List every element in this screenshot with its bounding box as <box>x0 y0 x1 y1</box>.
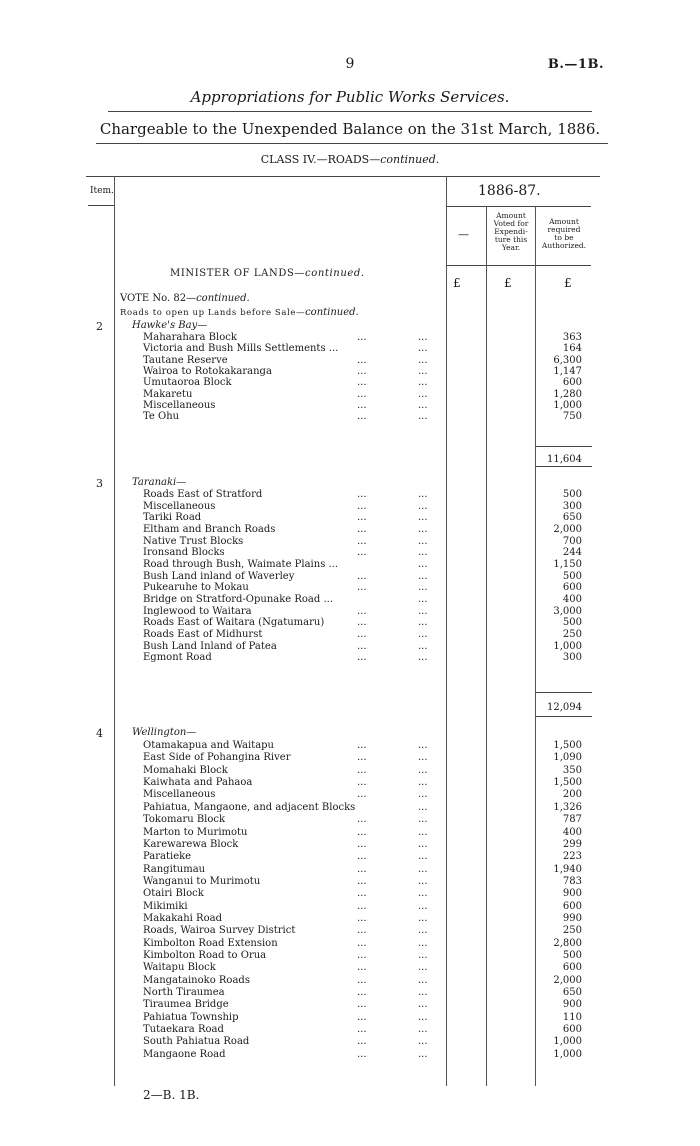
row-label: Tutaekara Road <box>143 1024 224 1035</box>
col2-header <box>487 212 535 252</box>
year-header: 1886-87. <box>478 183 541 199</box>
row-label: Umutaoroa Block <box>143 377 232 389</box>
row-label: Inglewood to Waitara <box>143 605 252 617</box>
leader-dots: ... <box>357 962 367 974</box>
row-label: Pahiatua Township <box>143 1011 239 1023</box>
row-amount: 600 <box>562 582 582 594</box>
row-label: Road through Bush, Waimate Plains ... <box>143 558 339 570</box>
subtotal-rule <box>536 446 592 447</box>
row-amount: 1,000 <box>553 1036 582 1048</box>
row-amount: 400 <box>562 826 582 838</box>
col3-header-line: required <box>547 225 581 234</box>
table-row <box>0 411 700 422</box>
leader-dots: ... <box>357 999 367 1011</box>
leader-dots: ... <box>418 354 428 366</box>
row-label: Roads East of Waitara (Ngatumaru) <box>143 617 325 629</box>
leader-dots: ... <box>357 789 367 801</box>
class-suffix: continued. <box>380 153 440 166</box>
row-label: Tautane Reserve <box>143 354 228 366</box>
table-top-rule <box>86 176 600 177</box>
row-label: Te Ohu <box>143 411 180 423</box>
table-row <box>0 536 700 547</box>
row-amount: 783 <box>562 875 582 887</box>
row-label: Paratieke <box>143 851 192 863</box>
row-amount: 200 <box>562 789 582 801</box>
leader-dots: ... <box>418 999 428 1011</box>
subtotal-rule <box>536 692 592 693</box>
leader-dots: ... <box>418 875 428 887</box>
row-label: Bush Land inland of Waverley <box>143 570 295 582</box>
row-label: Tiraumea Bridge <box>143 999 229 1011</box>
col2-header-line: Expendi- <box>494 227 528 236</box>
leader-dots: ... <box>357 1036 367 1048</box>
leader-dots: ... <box>418 365 428 377</box>
row-label: Egmont Road <box>143 652 212 664</box>
leader-dots: ... <box>418 570 428 582</box>
row-amount: 1,147 <box>553 365 582 377</box>
section-total: 12,094 <box>547 702 582 713</box>
roads-suffix: continued. <box>305 307 359 318</box>
row-label: North Tiraumea <box>143 987 225 998</box>
table-row <box>0 962 700 973</box>
row-label: Pukearuhe to Mokau <box>143 582 249 594</box>
row-label: Miscellaneous <box>143 399 216 411</box>
table-row <box>0 377 700 388</box>
table-row <box>0 975 700 986</box>
leader-dots: ... <box>418 740 428 751</box>
row-amount: 244 <box>562 547 582 559</box>
row-amount: 650 <box>562 987 582 998</box>
row-amount: 500 <box>562 570 582 582</box>
leader-dots: ... <box>357 764 367 776</box>
leader-dots: ... <box>357 628 367 640</box>
roads-prefix: Roads to open up Lands before Sale— <box>120 308 306 318</box>
leader-dots: ... <box>418 343 428 355</box>
leader-dots: ... <box>357 652 367 664</box>
region-heading: Taranaki— <box>132 477 187 488</box>
leader-dots: ... <box>418 617 428 629</box>
leader-dots: ... <box>357 950 367 961</box>
vote-prefix: VOTE No. 82— <box>120 293 197 304</box>
leader-dots: ... <box>418 558 428 570</box>
item-header-rule <box>88 205 114 206</box>
leader-dots: ... <box>357 500 367 512</box>
leader-dots: ... <box>418 628 428 640</box>
leader-dots: ... <box>357 740 367 751</box>
leader-dots: ... <box>357 1024 367 1035</box>
row-amount: 1,150 <box>553 558 582 570</box>
table-row <box>0 752 700 763</box>
table-row <box>0 789 700 800</box>
row-label: Mangaone Road <box>143 1048 226 1060</box>
region-heading: Wellington— <box>132 727 197 738</box>
leader-dots: ... <box>357 377 367 389</box>
row-amount: 363 <box>562 332 582 343</box>
row-amount: 2,000 <box>553 524 582 535</box>
leader-dots: ... <box>418 1011 428 1023</box>
document-reference: B.—1B. <box>547 57 604 72</box>
leader-dots: ... <box>357 411 367 423</box>
row-amount: 400 <box>562 593 582 605</box>
row-label: Bridge on Stratford-Opunake Road ... <box>143 593 334 605</box>
col2-header-line: Amount <box>496 211 526 220</box>
currency-symbol: £ <box>504 276 512 290</box>
leader-dots: ... <box>418 512 428 524</box>
leader-dots: ... <box>418 764 428 776</box>
row-amount: 223 <box>562 851 582 863</box>
leader-dots: ... <box>418 640 428 652</box>
table-row <box>0 389 700 400</box>
table-row <box>0 489 700 500</box>
leader-dots: ... <box>357 365 367 377</box>
leader-dots: ... <box>418 582 428 594</box>
leader-dots: ... <box>418 535 428 547</box>
row-label: Ironsand Blocks <box>143 547 225 559</box>
row-label: Marton to Murimotu <box>143 826 248 838</box>
leader-dots: ... <box>357 332 367 343</box>
leader-dots: ... <box>357 524 367 535</box>
rule-under-title <box>108 111 592 112</box>
leader-dots: ... <box>357 1048 367 1060</box>
leader-dots: ... <box>418 411 428 423</box>
row-amount: 1,940 <box>553 863 582 875</box>
row-amount: 1,000 <box>553 1048 582 1060</box>
chargeable-heading: Chargeable to the Unexpended Balance on the 31st March, 1886. <box>99 120 601 138</box>
row-label: Momahaki Block <box>143 764 228 776</box>
leader-dots: ... <box>357 535 367 547</box>
row-label: Victoria and Bush Mills Settlements ... <box>143 343 339 355</box>
leader-dots: ... <box>418 1036 428 1048</box>
leader-dots: ... <box>357 512 367 524</box>
row-label: East Side of Pohangina River <box>143 752 291 764</box>
leader-dots: ... <box>418 912 428 924</box>
table-row <box>0 501 700 512</box>
table-row <box>0 355 700 366</box>
leader-dots: ... <box>418 1024 428 1035</box>
leader-dots: ... <box>418 547 428 559</box>
item-number: 2 <box>96 320 103 333</box>
row-label: Native Trust Blocks <box>143 535 244 547</box>
leader-dots: ... <box>357 399 367 411</box>
row-label: Maharahara Block <box>143 332 237 343</box>
table-row <box>0 547 700 558</box>
leader-dots: ... <box>418 388 428 400</box>
table-row <box>0 571 700 582</box>
section-total: 11,604 <box>547 454 582 465</box>
row-label: Bush Land Inland of Patea <box>143 640 277 652</box>
col3-header <box>536 218 592 250</box>
row-amount: 300 <box>562 652 582 664</box>
leader-dots: ... <box>357 388 367 400</box>
currency-symbol: £ <box>564 276 572 290</box>
row-amount: 1,326 <box>553 801 582 813</box>
row-amount: 787 <box>562 814 582 826</box>
row-amount: 1,500 <box>553 777 582 788</box>
leader-dots: ... <box>357 582 367 594</box>
table-row <box>0 913 700 924</box>
class-heading <box>0 153 700 166</box>
row-label: Kimbolton Road Extension <box>143 937 278 949</box>
row-amount: 600 <box>562 1024 582 1035</box>
table-row <box>0 652 700 663</box>
ministry-suffix: continued. <box>305 268 365 279</box>
row-label: Wanganui to Murimotu <box>143 875 261 887</box>
leader-dots: ... <box>418 789 428 801</box>
table-row <box>0 876 700 887</box>
leader-dots: ... <box>357 547 367 559</box>
leader-dots: ... <box>357 814 367 826</box>
leader-dots: ... <box>418 937 428 949</box>
row-amount: 110 <box>562 1011 582 1023</box>
leader-dots: ... <box>418 801 428 813</box>
row-label: Kaiwhata and Pahaoa <box>143 777 253 788</box>
row-amount: 250 <box>562 628 582 640</box>
col3-header-line: Amount <box>549 217 579 226</box>
leader-dots: ... <box>418 863 428 875</box>
leader-dots: ... <box>418 377 428 389</box>
leader-dots: ... <box>357 875 367 887</box>
leader-dots: ... <box>418 900 428 912</box>
leader-dots: ... <box>418 652 428 664</box>
col2-header-line: Voted for <box>493 219 529 228</box>
row-label: Rangitumau <box>143 863 206 875</box>
col2-header-line: ture this <box>494 235 528 244</box>
leader-dots: ... <box>418 838 428 850</box>
leader-dots: ... <box>357 489 367 500</box>
table-row <box>0 987 700 998</box>
row-label: Waitapu Block <box>143 962 216 974</box>
leader-dots: ... <box>357 617 367 629</box>
item-number: 4 <box>96 727 103 740</box>
leader-dots: ... <box>357 838 367 850</box>
vote-heading <box>120 293 250 304</box>
table-row <box>0 839 700 850</box>
row-amount: 299 <box>562 838 582 850</box>
col-header-rule <box>446 265 591 266</box>
page-number: 9 <box>345 56 355 72</box>
leader-dots: ... <box>357 851 367 863</box>
leader-dots: ... <box>357 974 367 986</box>
row-label: Miscellaneous <box>143 789 216 801</box>
table-row <box>0 641 700 652</box>
row-label: Roads East of Midhurst <box>143 628 263 640</box>
rule-under-chargeable <box>96 143 608 144</box>
row-label: Kimbolton Road to Orua <box>143 950 267 961</box>
leader-dots: ... <box>418 814 428 826</box>
leader-dots: ... <box>418 974 428 986</box>
row-label: Otairi Block <box>143 888 204 900</box>
row-label: South Pahiatua Road <box>143 1036 250 1048</box>
leader-dots: ... <box>357 354 367 366</box>
class-prefix: CLASS IV.—ROADS— <box>260 153 381 166</box>
table-row <box>0 888 700 899</box>
table-row <box>0 851 700 862</box>
leader-dots: ... <box>418 987 428 998</box>
leader-dots: ... <box>418 925 428 937</box>
table-row <box>0 594 700 605</box>
table-row <box>0 343 700 354</box>
row-amount: 500 <box>562 950 582 961</box>
table-row <box>0 1049 700 1060</box>
vote-suffix: continued. <box>196 293 250 304</box>
table-row <box>0 999 700 1010</box>
leader-dots: ... <box>418 851 428 863</box>
table-row <box>0 901 700 912</box>
leader-dots: ... <box>357 1011 367 1023</box>
leader-dots: ... <box>418 489 428 500</box>
table-row <box>0 950 700 961</box>
col3-header-line: to be <box>554 233 574 242</box>
row-amount: 350 <box>562 764 582 776</box>
row-label: Makaretu <box>143 388 193 400</box>
row-amount: 1,000 <box>553 640 582 652</box>
table-row <box>0 938 700 949</box>
row-amount: 6,300 <box>553 354 582 366</box>
page-title: Appropriations for Public Works Services. <box>190 88 510 106</box>
row-amount: 1,000 <box>553 399 582 411</box>
year-header-rule <box>446 206 591 207</box>
leader-dots: ... <box>357 752 367 764</box>
leader-dots: ... <box>418 777 428 788</box>
leader-dots: ... <box>357 570 367 582</box>
row-amount: 164 <box>562 343 582 355</box>
leader-dots: ... <box>357 826 367 838</box>
row-amount: 700 <box>562 535 582 547</box>
leader-dots: ... <box>418 950 428 961</box>
row-label: Eltham and Branch Roads <box>143 524 276 535</box>
row-amount: 650 <box>562 512 582 524</box>
row-amount: 2,000 <box>553 974 582 986</box>
table-row <box>0 740 700 751</box>
item-number: 3 <box>96 477 103 490</box>
table-row <box>0 400 700 411</box>
leader-dots: ... <box>418 605 428 617</box>
table-row <box>0 1036 700 1047</box>
row-label: Roads, Wairoa Survey District <box>143 925 296 937</box>
leader-dots: ... <box>357 888 367 900</box>
leader-dots: ... <box>418 752 428 764</box>
row-label: Wairoa to Rotokakaranga <box>143 365 272 377</box>
leader-dots: ... <box>418 500 428 512</box>
col1-header: — <box>458 228 469 241</box>
row-amount: 900 <box>562 999 582 1011</box>
table-row <box>0 366 700 377</box>
item-column-header: Item. <box>90 186 114 196</box>
table-row <box>0 925 700 936</box>
table-row <box>0 765 700 776</box>
row-label: Tariki Road <box>143 512 202 524</box>
row-amount: 600 <box>562 962 582 974</box>
leader-dots: ... <box>418 332 428 343</box>
leader-dots: ... <box>418 962 428 974</box>
row-label: Roads East of Stratford <box>143 489 263 500</box>
row-amount: 3,000 <box>553 605 582 617</box>
row-label: Mangatainoko Roads <box>143 974 250 986</box>
table-row <box>0 524 700 535</box>
leader-dots: ... <box>357 863 367 875</box>
row-amount: 1,090 <box>553 752 582 764</box>
ministry-prefix: MINISTER OF LANDS— <box>170 268 306 279</box>
row-label: Makakahi Road <box>143 912 222 924</box>
table-row <box>0 606 700 617</box>
row-label: Karewarewa Block <box>143 838 239 850</box>
row-amount: 1,500 <box>553 740 582 751</box>
col2-header-line: Year. <box>501 243 521 252</box>
subtotal-rule <box>536 466 592 467</box>
region-heading: Hawke's Bay— <box>132 320 208 331</box>
leader-dots: ... <box>357 912 367 924</box>
row-amount: 900 <box>562 888 582 900</box>
leader-dots: ... <box>418 399 428 411</box>
row-label: Miscellaneous <box>143 500 216 512</box>
leader-dots: ... <box>418 1048 428 1060</box>
row-amount: 990 <box>562 912 582 924</box>
table-row <box>0 777 700 788</box>
table-row <box>0 629 700 640</box>
row-amount: 500 <box>562 617 582 629</box>
subtotal-rule <box>536 716 592 717</box>
row-amount: 1,280 <box>553 388 582 400</box>
leader-dots: ... <box>357 777 367 788</box>
row-amount: 500 <box>562 489 582 500</box>
row-amount: 250 <box>562 925 582 937</box>
page-signature: 2—B. 1B. <box>143 1088 200 1102</box>
table-row <box>0 559 700 570</box>
table-row <box>0 1024 700 1035</box>
table-row <box>0 332 700 343</box>
row-amount: 600 <box>562 377 582 389</box>
leader-dots: ... <box>357 925 367 937</box>
row-amount: 600 <box>562 900 582 912</box>
table-row <box>0 512 700 523</box>
table-row <box>0 582 700 593</box>
row-amount: 750 <box>562 411 582 423</box>
row-label: Pahiatua, Mangaone, and adjacent Blocks <box>143 801 356 813</box>
leader-dots: ... <box>418 593 428 605</box>
table-row <box>0 1012 700 1023</box>
leader-dots: ... <box>357 640 367 652</box>
row-label: Mikimiki <box>143 900 188 912</box>
ministry-heading <box>170 268 365 279</box>
table-row <box>0 864 700 875</box>
leader-dots: ... <box>357 605 367 617</box>
leader-dots: ... <box>357 987 367 998</box>
leader-dots: ... <box>418 826 428 838</box>
table-row <box>0 827 700 838</box>
leader-dots: ... <box>418 888 428 900</box>
table-row <box>0 814 700 825</box>
row-amount: 2,800 <box>553 937 582 949</box>
currency-symbol: £ <box>453 276 461 290</box>
row-label: Otamakapua and Waitapu <box>143 740 275 751</box>
table-row <box>0 617 700 628</box>
leader-dots: ... <box>357 937 367 949</box>
leader-dots: ... <box>357 900 367 912</box>
roads-heading <box>120 307 359 318</box>
row-amount: 300 <box>562 500 582 512</box>
leader-dots: ... <box>418 524 428 535</box>
col3-header-line: Authorized. <box>541 241 587 250</box>
row-label: Tokomaru Block <box>143 814 226 826</box>
table-row <box>0 802 700 813</box>
